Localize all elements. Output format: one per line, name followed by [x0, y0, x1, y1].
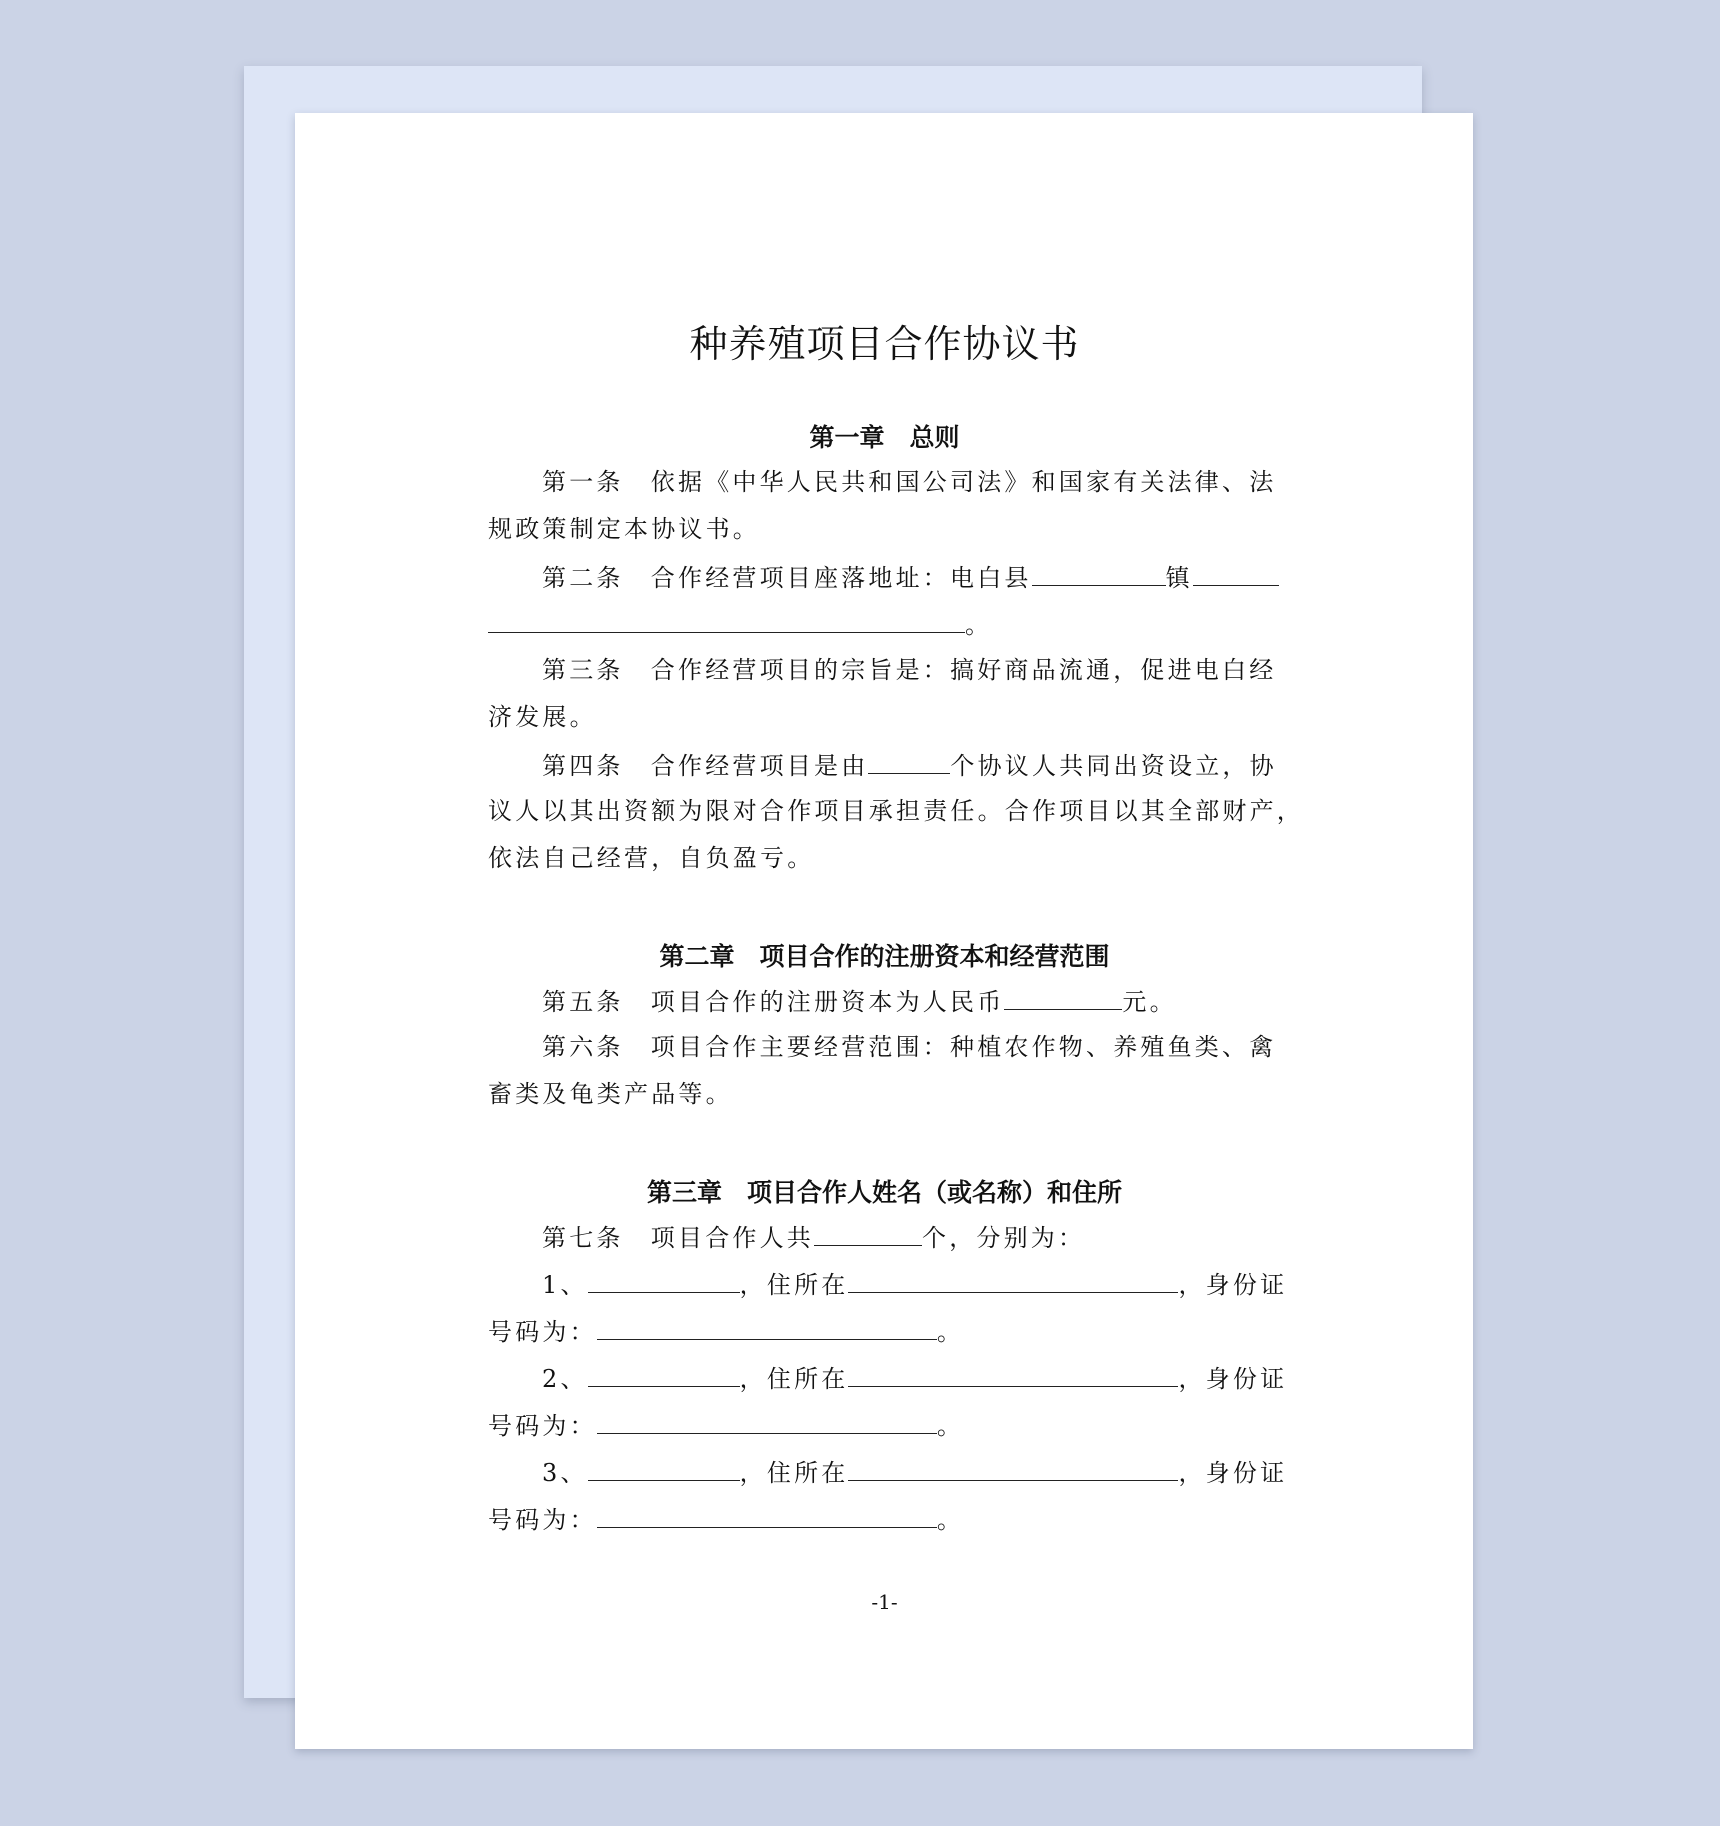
town-blank[interactable] — [1193, 561, 1279, 586]
partner-3-number: 3、 — [542, 1459, 588, 1487]
article-4-text: 第四条 合作经营项目是由 — [542, 752, 869, 780]
partner-2-id-label: ，身份证 — [1178, 1365, 1288, 1393]
partner-3-id-blank[interactable] — [597, 1503, 937, 1528]
document-page — [295, 113, 1473, 1749]
article-3-line-1: 第三条 合作经营项目的宗旨是：搞好商品流通，促进电白经 — [542, 656, 1277, 684]
article-2-end: 。 — [965, 611, 993, 639]
partner-2-line-2 — [488, 1409, 1281, 1441]
article-2-line-2 — [488, 608, 1281, 640]
article-6-line-2: 畜类及龟类产品等。 — [488, 1080, 733, 1108]
partner-2-id-blank[interactable] — [597, 1409, 937, 1434]
partner-2-idno-label: 号码为： — [488, 1412, 597, 1440]
address-blank[interactable] — [488, 608, 965, 633]
chapter-2-heading: 第二章 项目合作的注册资本和经营范围 — [659, 942, 1110, 971]
partner-2-line-1 — [488, 1362, 1335, 1394]
chapter-3-heading: 第三章 项目合作人姓名（或名称）和住所 — [646, 1178, 1122, 1207]
article-7-text-2: 个，分别为： — [922, 1224, 1086, 1252]
article-3-line-2: 济发展。 — [488, 703, 597, 731]
capital-blank[interactable] — [1004, 985, 1122, 1010]
partner-3-line-2 — [488, 1503, 1281, 1535]
article-7-text: 第七条 项目合作人共 — [542, 1224, 814, 1252]
partner-3-period: 。 — [936, 1506, 965, 1534]
partner-2-address-blank[interactable] — [848, 1362, 1178, 1387]
article-6-line-1: 第六条 项目合作主要经营范围：种植农作物、养殖鱼类、禽 — [542, 1033, 1277, 1061]
partner-1-address-label: ，住所在 — [739, 1271, 849, 1299]
county-blank[interactable] — [1032, 561, 1166, 586]
partner-1-period: 。 — [936, 1318, 965, 1346]
partner-1-address-blank[interactable] — [848, 1268, 1178, 1293]
article-1-line-1: 第一条 依据《中华人民共和国公司法》和国家有关法律、法 — [542, 468, 1277, 496]
partner-3-name-blank[interactable] — [588, 1456, 740, 1481]
page-number: -1- — [871, 1590, 898, 1614]
partner-2-address-label: ，住所在 — [739, 1365, 849, 1393]
article-2-line-1 — [488, 561, 1335, 593]
partner-3-address-blank[interactable] — [848, 1456, 1178, 1481]
partner-1-idno-label: 号码为： — [488, 1318, 597, 1346]
partner-1-id-blank[interactable] — [597, 1315, 937, 1340]
article-4-line-1 — [488, 749, 1335, 781]
document-title: 种养殖项目合作协议书 — [689, 322, 1080, 366]
article-4-line-3: 依法自己经营，自负盈亏。 — [488, 844, 815, 872]
partner-3-id-label: ，身份证 — [1178, 1459, 1288, 1487]
partner-3-address-label: ，住所在 — [739, 1459, 849, 1487]
article-5-text: 第五条 项目合作的注册资本为人民币 — [542, 988, 1005, 1016]
partner-1-name-blank[interactable] — [588, 1268, 740, 1293]
partner-1-line-2 — [488, 1315, 1281, 1347]
partner-total-blank[interactable] — [814, 1221, 922, 1246]
partner-2-period: 。 — [936, 1412, 965, 1440]
partner-2-name-blank[interactable] — [588, 1362, 740, 1387]
chapter-1-heading: 第一章 总则 — [809, 423, 960, 452]
article-5-unit: 元。 — [1122, 988, 1177, 1016]
partner-count-blank[interactable] — [868, 749, 950, 774]
article-1-line-2: 规政策制定本协议书。 — [488, 515, 760, 543]
article-2-text: 第二条 合作经营项目座落地址：电白县 — [542, 564, 1032, 592]
partner-1-line-1 — [488, 1268, 1335, 1300]
article-4-line-2: 议人以其出资额为限对合作项目承担责任。合作项目以其全部财产， — [488, 797, 1304, 825]
article-4-text-2: 个协议人共同出资设立，协 — [950, 752, 1277, 780]
partner-2-number: 2、 — [542, 1365, 588, 1393]
article-7-line-1 — [488, 1221, 1335, 1253]
partner-1-number: 1、 — [542, 1271, 588, 1299]
partner-3-line-1 — [488, 1456, 1335, 1488]
partner-1-id-label: ，身份证 — [1178, 1271, 1288, 1299]
town-label: 镇 — [1165, 564, 1193, 592]
article-5-line-1 — [488, 985, 1335, 1017]
partner-3-idno-label: 号码为： — [488, 1506, 597, 1534]
